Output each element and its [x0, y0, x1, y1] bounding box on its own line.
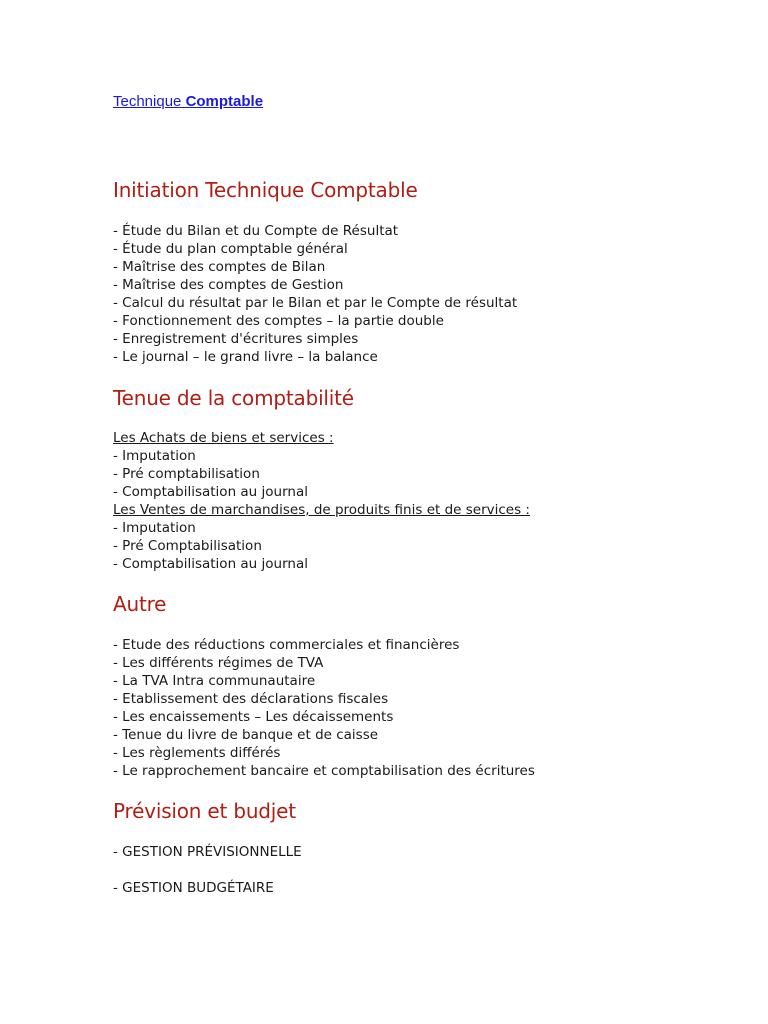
list-item: - Fonctionnement des comptes – la partie double [113, 313, 444, 329]
list-item: - Les encaissements – Les décaissements [113, 709, 394, 725]
list-item: - Le rapprochement bancaire et comptabilisation des écritures [113, 763, 535, 779]
list-item: - Le journal – le grand livre – la balance [113, 349, 378, 365]
list-item: - Tenue du livre de banque et de caisse [113, 727, 379, 743]
list-item: - Maîtrise des comptes de Bilan [113, 259, 326, 275]
list-item: - Pré comptabilisation [113, 466, 260, 482]
list-item: - Etablissement des déclarations fiscales [113, 691, 389, 707]
list-item: - Maîtrise des comptes de Gestion [113, 277, 344, 293]
list-item: - Comptabilisation au journal [113, 484, 308, 500]
section-title-prevision: Prévision et budjet [113, 799, 296, 823]
list-item: - Étude du plan comptable général [113, 241, 348, 257]
list-item: - Imputation [113, 448, 196, 464]
link-text-part1[interactable]: Technique [113, 93, 182, 110]
spacer [113, 861, 302, 879]
initiation-list [113, 222, 517, 366]
subheading-achats: Les Achats de biens et services : [113, 430, 334, 446]
list-item: - GESTION BUDGÉTAIRE [113, 880, 274, 896]
list-item: - GESTION PRÉVISIONNELLE [113, 844, 302, 860]
autre-list [113, 636, 535, 780]
list-item: - Etude des réductions commerciales et financières [113, 637, 460, 653]
list-item: - La TVA Intra communautaire [113, 673, 316, 689]
prevision-list [113, 843, 302, 897]
tenue-list [113, 429, 530, 573]
list-item: - Étude du Bilan et du Compte de Résultat [113, 223, 399, 239]
list-item: - Les règlements différés [113, 745, 281, 761]
subheading-ventes: Les Ventes de marchandises, de produits finis et de services : [113, 502, 530, 518]
section-title-tenue: Tenue de la comptabilité [113, 386, 354, 410]
list-item: - Les différents régimes de TVA [113, 655, 324, 671]
list-item: - Enregistrement d'écritures simples [113, 331, 359, 347]
technique-comptable-link[interactable] [113, 93, 263, 110]
section-title-autre: Autre [113, 592, 167, 616]
list-item: - Calcul du résultat par le Bilan et par le Compte de résultat [113, 295, 518, 311]
list-item: - Imputation [113, 520, 196, 536]
list-item: - Comptabilisation au journal [113, 556, 308, 572]
link-text-part2[interactable]: Comptable [185, 93, 264, 110]
section-title-initiation: Initiation Technique Comptable [113, 178, 418, 202]
list-item: - Pré Comptabilisation [113, 538, 262, 554]
